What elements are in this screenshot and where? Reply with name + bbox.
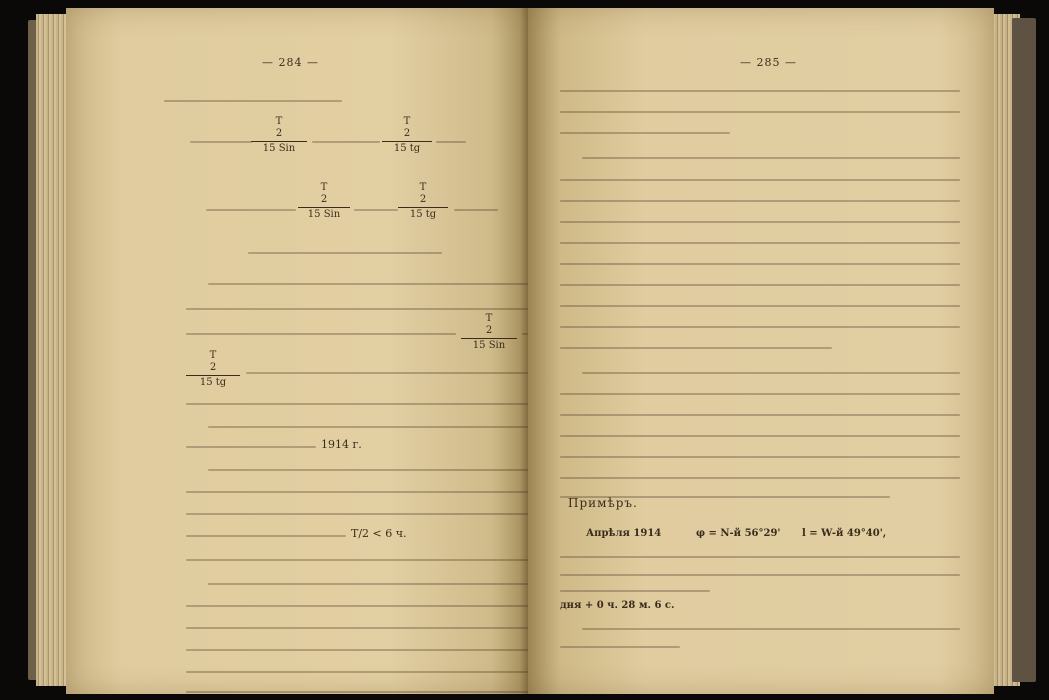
text-line bbox=[186, 308, 572, 310]
text-line bbox=[560, 132, 730, 134]
fraction: T 2 15 Sin bbox=[251, 116, 307, 155]
text-line bbox=[582, 157, 960, 159]
example-latitude: φ = N-й 56°29' bbox=[696, 528, 781, 539]
text-line bbox=[208, 426, 572, 428]
left-page-number: — 284 — bbox=[262, 56, 319, 69]
formula-line bbox=[190, 141, 252, 143]
text-line bbox=[208, 469, 572, 471]
text-line bbox=[560, 221, 960, 223]
edition-year: 1914 г. bbox=[321, 438, 362, 451]
left-page bbox=[66, 8, 528, 694]
text-line bbox=[560, 456, 960, 458]
formula-line bbox=[312, 141, 380, 143]
text-line bbox=[186, 671, 572, 673]
formula-line bbox=[436, 141, 466, 143]
fraction: T 2 15 Sin bbox=[461, 313, 517, 352]
text-line bbox=[560, 111, 960, 113]
text-line bbox=[560, 477, 960, 479]
text-line bbox=[560, 435, 960, 437]
example-difference: дня + 0 ч. 28 м. 6 с. bbox=[560, 600, 675, 611]
text-line bbox=[560, 574, 960, 576]
formula-line bbox=[206, 209, 296, 211]
text-line bbox=[560, 414, 960, 416]
text-line bbox=[186, 333, 456, 335]
text-line bbox=[560, 90, 960, 92]
half-angle-note: T/2 < 6 ч. bbox=[351, 527, 407, 540]
text-line bbox=[186, 559, 572, 561]
text-line bbox=[560, 646, 680, 648]
text-line bbox=[582, 628, 960, 630]
text-line bbox=[186, 403, 572, 405]
text-line bbox=[164, 100, 342, 102]
example-date: Апрѣля 1914 bbox=[586, 528, 662, 539]
text-line bbox=[560, 263, 960, 265]
formula-line bbox=[248, 252, 442, 254]
text-line bbox=[560, 393, 960, 395]
formula-line bbox=[354, 209, 398, 211]
text-line bbox=[186, 491, 572, 493]
text-line bbox=[560, 284, 960, 286]
text-line bbox=[560, 326, 960, 328]
fraction: T 2 15 Sin bbox=[298, 182, 350, 221]
text-line bbox=[208, 583, 572, 585]
text-line bbox=[560, 305, 960, 307]
fraction: T 2 15 tg bbox=[382, 116, 432, 155]
text-line bbox=[560, 556, 960, 558]
text-line bbox=[186, 513, 572, 515]
right-page-number: — 285 — bbox=[740, 56, 797, 69]
text-line bbox=[560, 347, 832, 349]
text-line bbox=[560, 179, 960, 181]
text-line bbox=[582, 372, 960, 374]
right-page bbox=[528, 8, 994, 694]
text-line bbox=[560, 242, 960, 244]
text-line bbox=[186, 535, 346, 537]
text-line bbox=[186, 691, 572, 693]
formula-line bbox=[454, 209, 498, 211]
fraction: T 2 15 tg bbox=[398, 182, 448, 221]
fraction: T 2 15 tg bbox=[186, 350, 240, 389]
example-longitude: l = W-й 49°40', bbox=[802, 528, 887, 539]
text-line bbox=[186, 605, 572, 607]
text-line bbox=[186, 627, 572, 629]
example-heading: Примѣръ. bbox=[568, 496, 638, 510]
book-cover-right bbox=[1012, 18, 1036, 682]
text-line bbox=[560, 200, 960, 202]
text-line bbox=[208, 283, 572, 285]
text-line bbox=[186, 649, 572, 651]
text-line bbox=[560, 590, 710, 592]
text-line bbox=[186, 446, 316, 448]
